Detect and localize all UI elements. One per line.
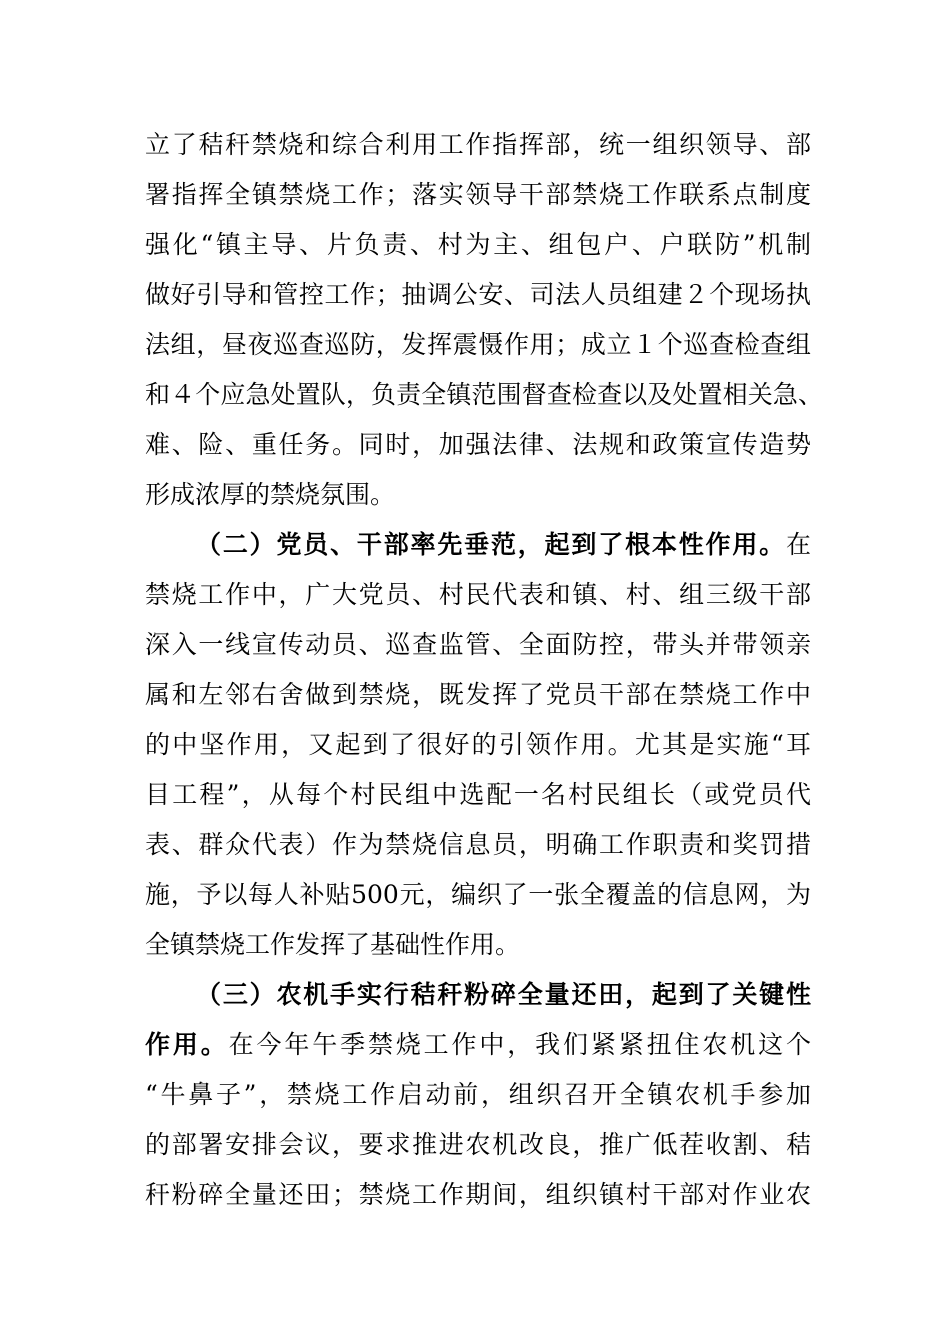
body-line: 形成浓厚的禁烧氛围。 [145, 480, 396, 509]
body-line: 秆粉碎全量还田；禁烧工作期间，组织镇村干部对作业农 [145, 1180, 811, 1209]
body-line: 属和左邻右舍做到禁烧，既发挥了党员干部在禁烧工作中 [145, 680, 811, 709]
body-line: 难、险、重任务。同时，加强法律、法规和政策宣传造势 [145, 430, 811, 459]
body-line: 表、群众代表）作为禁烧信息员，明确工作职责和奖罚措 [145, 830, 811, 859]
body-line: 署指挥全镇禁烧工作；落实领导干部禁烧工作联系点制度 [145, 180, 811, 209]
body-line: 的部署安排会议，要求推进农机改良，推广低茬收割、秸 [145, 1130, 811, 1159]
section-3-heading: （三）农机手实行秸秆粉碎全量还田，起到了关键性 [196, 980, 811, 1009]
section-2-heading-line [196, 525, 811, 565]
section-2-heading: （二）党员、干部率先垂范，起到了根本性作用。 [196, 530, 786, 559]
body-line: 和４个应急处置队，负责全镇范围督查检查以及处置相关急、 [145, 380, 823, 409]
section-3-heading-cont-line [145, 1025, 811, 1065]
body-line: 禁烧工作中，广大党员、村民代表和镇、村、组三级干部 [145, 580, 811, 609]
section-3-text: 在今年午季禁烧工作中，我们紧紧扭住农机这个 [228, 1030, 811, 1059]
body-line: 强化“镇主导、片负责、村为主、组包户、户联防”机制 [145, 230, 811, 259]
section-3-heading-cont: 作用。 [145, 1030, 229, 1059]
body-line: 深入一线宣传动员、巡查监管、全面防控，带头并带领亲 [145, 630, 811, 659]
section-2-text: 在 [785, 530, 811, 559]
body-line: 施，予以每人补贴500元，编织了一张全覆盖的信息网，为 [145, 880, 811, 909]
body-line: 全镇禁烧工作发挥了基础性作用。 [145, 930, 521, 959]
section-3-heading-line [196, 975, 811, 1015]
body-line: 做好引导和管控工作；抽调公安、司法人员组建２个现场执 [145, 280, 811, 309]
body-line: 的中坚作用，又起到了很好的引领作用。尤其是实施“耳 [145, 730, 811, 759]
body-line: 目工程”，从每个村民组中选配一名村民组长（或党员代 [145, 780, 811, 809]
body-line: 法组，昼夜巡查巡防，发挥震慑作用；成立１个巡查检查组 [145, 330, 811, 359]
body-line: “牛鼻子”，禁烧工作启动前，组织召开全镇农机手参加 [145, 1080, 811, 1109]
body-line: 立了秸秆禁烧和综合利用工作指挥部，统一组织领导、部 [145, 130, 811, 159]
